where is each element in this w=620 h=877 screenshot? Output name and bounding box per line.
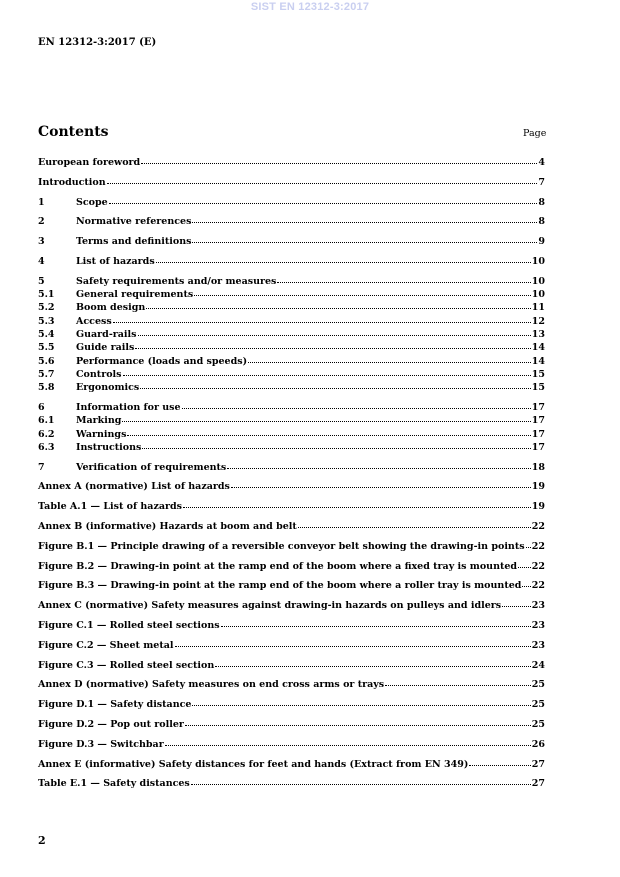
toc-entry-page: 13 <box>531 328 545 340</box>
toc-entry[interactable] <box>38 156 545 169</box>
toc-entry-page: 4 <box>538 157 545 168</box>
toc-entry[interactable] <box>38 599 545 612</box>
toc-entry[interactable] <box>38 560 545 573</box>
toc-leader-dots <box>135 348 530 349</box>
toc-entry-title: Information for use <box>76 401 181 413</box>
toc-entry-page: 23 <box>531 639 545 651</box>
toc-entry-page: 22 <box>531 540 545 552</box>
toc-entry[interactable] <box>38 414 545 427</box>
toc-entry[interactable] <box>38 738 545 751</box>
toc-entry-page: 23 <box>531 600 545 612</box>
document-standard-id: EN 12312-3:2017 (E) <box>38 37 157 48</box>
toc-entry-page: 17 <box>531 441 545 453</box>
toc-entry[interactable] <box>38 698 545 711</box>
toc-leader-dots <box>277 282 530 283</box>
toc-entry-page: 10 <box>531 289 545 301</box>
toc-leader-dots <box>142 448 530 449</box>
toc-entry-title: Marking <box>76 415 122 427</box>
toc-entry-number: 6.1 <box>38 415 55 427</box>
toc-entry-title: Verification of requirements <box>76 461 227 473</box>
toc-leader-dots <box>192 222 537 223</box>
toc-entry-number: 5.7 <box>38 368 55 380</box>
toc-entry-title: General requirements <box>76 289 194 301</box>
toc-entry[interactable] <box>38 619 545 632</box>
toc-entry-page: 17 <box>531 428 545 440</box>
toc-entry[interactable] <box>38 777 545 790</box>
toc-entry[interactable] <box>38 678 545 691</box>
toc-entry[interactable] <box>38 255 545 268</box>
toc-entry-title: Ergonomics <box>76 382 140 394</box>
toc-entry-page: 18 <box>531 461 545 473</box>
toc-entry-title: Instructions <box>76 441 142 453</box>
toc-entry[interactable] <box>38 328 545 341</box>
toc-leader-dots <box>469 765 530 766</box>
toc-entry-page: 19 <box>531 481 545 493</box>
toc-entry-title: Annex E (informative) Safety distances for feet and hands (Extract from EN 349) <box>38 758 469 770</box>
toc-entry-page: 8 <box>538 216 545 228</box>
toc-leader-dots <box>221 626 531 627</box>
toc-leader-dots <box>215 666 530 667</box>
toc-entry-title: Performance (loads and speeds) <box>76 355 248 367</box>
toc-leader-dots <box>182 408 531 409</box>
toc-entry[interactable] <box>38 540 545 553</box>
toc-entry-number: 4 <box>38 255 45 267</box>
toc-entry[interactable] <box>38 639 545 652</box>
toc-entry-page: 15 <box>531 368 545 380</box>
toc-entry-page: 10 <box>531 255 545 267</box>
toc-entry-page: 7 <box>538 176 545 188</box>
toc-entry-page: 26 <box>531 738 545 750</box>
toc-entry-page: 23 <box>531 620 545 632</box>
toc-leader-dots <box>107 183 538 184</box>
toc-entry[interactable] <box>38 275 545 288</box>
toc-entry-title: Figure B.3 — Drawing-in point at the ramp end of the boom where a roller tray is mounted <box>38 580 522 592</box>
toc-entry-title: Table A.1 — List of hazards <box>38 501 182 513</box>
toc-leader-dots <box>165 745 531 746</box>
toc-leader-dots <box>113 322 531 323</box>
toc-leader-dots <box>183 507 531 508</box>
toc-entry[interactable] <box>38 718 545 731</box>
toc-entry[interactable] <box>38 315 545 328</box>
toc-entry[interactable] <box>38 288 545 301</box>
toc-entry-page: 22 <box>531 560 545 572</box>
toc-leader-dots <box>227 468 530 469</box>
toc-entry-page: 9 <box>538 236 545 248</box>
toc-entry-page: 27 <box>531 778 545 790</box>
toc-entry-title: Guard-rails <box>76 328 137 340</box>
toc-entry-title: Introduction <box>38 176 106 188</box>
toc-entry-number: 6.3 <box>38 441 55 453</box>
toc-entry-title: Annex C (normative) Safety measures against drawing-in hazards on pulleys and idlers <box>38 600 502 612</box>
toc-leader-dots <box>248 362 531 363</box>
toc-entry-title: Figure D.1 — Safety distance <box>38 699 192 711</box>
toc-entry-number: 5.6 <box>38 355 55 367</box>
toc-entry-title: Figure C.2 — Sheet metal <box>38 639 174 651</box>
toc-entry-title: Scope <box>76 196 108 208</box>
toc-entry-page: 17 <box>531 401 545 413</box>
table-of-contents <box>38 156 545 791</box>
toc-entry-page: 27 <box>531 758 545 770</box>
toc-leader-dots <box>385 685 531 686</box>
toc-entry-page: 10 <box>531 275 545 287</box>
toc-entry[interactable] <box>38 579 545 592</box>
toc-entry[interactable] <box>38 341 545 354</box>
toc-entry-number: 6.2 <box>38 428 55 440</box>
toc-entry[interactable] <box>38 520 545 533</box>
toc-entry-title: Annex A (normative) List of hazards <box>38 481 230 493</box>
contents-heading: Contents <box>38 124 109 140</box>
toc-entry[interactable] <box>38 500 545 513</box>
toc-entry-title: Figure C.1 — Rolled steel sections <box>38 620 220 632</box>
toc-entry-page: 17 <box>531 415 545 427</box>
toc-leader-dots <box>522 586 530 587</box>
toc-leader-dots <box>140 388 531 389</box>
toc-entry-title: Terms and definitions <box>76 236 192 248</box>
toc-entry[interactable] <box>38 401 545 414</box>
toc-leader-dots <box>192 242 537 243</box>
toc-entry-page: 25 <box>531 679 545 691</box>
toc-leader-dots <box>192 705 530 706</box>
toc-leader-dots <box>185 725 531 726</box>
toc-entry[interactable] <box>38 461 545 474</box>
toc-entry[interactable] <box>38 301 545 314</box>
toc-leader-dots <box>156 262 531 263</box>
toc-entry-number: 5.8 <box>38 382 55 394</box>
toc-entry-page: 24 <box>531 659 545 671</box>
toc-entry-title: Boom design <box>76 302 146 314</box>
toc-entry[interactable] <box>38 215 545 228</box>
toc-entry-number: 5.4 <box>38 328 55 340</box>
toc-leader-dots <box>298 527 531 528</box>
toc-entry-page: 25 <box>531 719 545 730</box>
toc-entry[interactable] <box>38 381 545 394</box>
toc-leader-dots <box>175 646 531 647</box>
toc-entry-title: Figure B.1 — Principle drawing of a reversible conveyor belt showing the drawing-in points <box>38 540 525 552</box>
toc-leader-dots <box>109 203 538 204</box>
toc-entry-title: List of hazards <box>76 255 155 267</box>
toc-entry-number: 5.1 <box>38 289 55 301</box>
toc-entry-page: 19 <box>531 501 545 513</box>
toc-entry-number: 5.2 <box>38 302 55 314</box>
toc-leader-dots <box>122 421 530 422</box>
toc-leader-dots <box>231 487 531 488</box>
toc-entry-page: 14 <box>531 355 545 367</box>
toc-entry[interactable] <box>38 235 545 248</box>
toc-entry-number: 5 <box>38 275 45 287</box>
toc-entry[interactable] <box>38 368 545 381</box>
toc-entry-title: Guide rails <box>76 342 135 354</box>
toc-entry-title: European foreword <box>38 157 141 168</box>
page-number: 2 <box>38 834 46 847</box>
toc-entry[interactable] <box>38 441 545 454</box>
toc-entry[interactable] <box>38 196 545 209</box>
toc-leader-dots <box>502 606 531 607</box>
toc-entry[interactable] <box>38 480 545 493</box>
toc-entry-title: Warnings <box>76 428 127 440</box>
toc-entry-number: 2 <box>38 216 45 228</box>
toc-entry-number: 7 <box>38 461 45 473</box>
toc-entry-title: Table E.1 — Safety distances <box>38 778 190 790</box>
toc-entry-page: 25 <box>531 699 545 711</box>
toc-leader-dots <box>127 435 530 436</box>
toc-entry-number: 3 <box>38 236 45 248</box>
toc-entry-title: Figure D.3 — Switchbar <box>38 738 164 750</box>
toc-leader-dots <box>526 547 531 548</box>
toc-entry[interactable] <box>38 659 545 672</box>
toc-entry-page: 14 <box>531 342 545 354</box>
toc-entry-number: 1 <box>38 196 45 208</box>
toc-entry-title: Annex D (normative) Safety measures on end cross arms or trays <box>38 679 385 691</box>
toc-entry[interactable] <box>38 355 545 368</box>
toc-entry-page: 8 <box>538 196 545 208</box>
toc-entry-title: Figure C.3 — Rolled steel section <box>38 659 215 671</box>
toc-leader-dots <box>194 295 531 296</box>
toc-entry-page: 22 <box>531 521 545 533</box>
toc-leader-dots <box>141 163 537 164</box>
toc-entry-number: 5.3 <box>38 315 55 327</box>
toc-entry-title: Safety requirements and/or measures <box>76 275 277 287</box>
toc-entry-page: 15 <box>531 382 545 394</box>
page-column-label: Page <box>523 128 547 139</box>
toc-entry-page: 12 <box>531 315 545 327</box>
toc-leader-dots <box>191 784 531 785</box>
toc-entry-title: Access <box>76 315 112 327</box>
toc-entry-page: 11 <box>531 302 545 314</box>
toc-leader-dots <box>123 375 531 376</box>
toc-entry-number: 5.5 <box>38 342 55 354</box>
watermark: SIST EN 12312-3:2017 <box>250 1 370 13</box>
toc-leader-dots <box>146 308 531 309</box>
toc-entry-number: 6 <box>38 401 45 413</box>
toc-entry[interactable] <box>38 428 545 441</box>
toc-entry-title: Figure B.2 — Drawing-in point at the ramp end of the boom where a fixed tray is mounted <box>38 560 518 572</box>
toc-leader-dots <box>518 567 531 568</box>
toc-entry-title: Controls <box>76 368 122 380</box>
toc-entry-title: Figure D.2 — Pop out roller <box>38 719 184 730</box>
toc-entry-title: Annex B (informative) Hazards at boom and belt <box>38 521 297 533</box>
toc-leader-dots <box>138 335 531 336</box>
toc-entry[interactable] <box>38 176 545 189</box>
toc-entry-title: Normative references <box>76 216 192 228</box>
toc-entry-page: 22 <box>531 580 545 592</box>
toc-entry[interactable] <box>38 758 545 771</box>
